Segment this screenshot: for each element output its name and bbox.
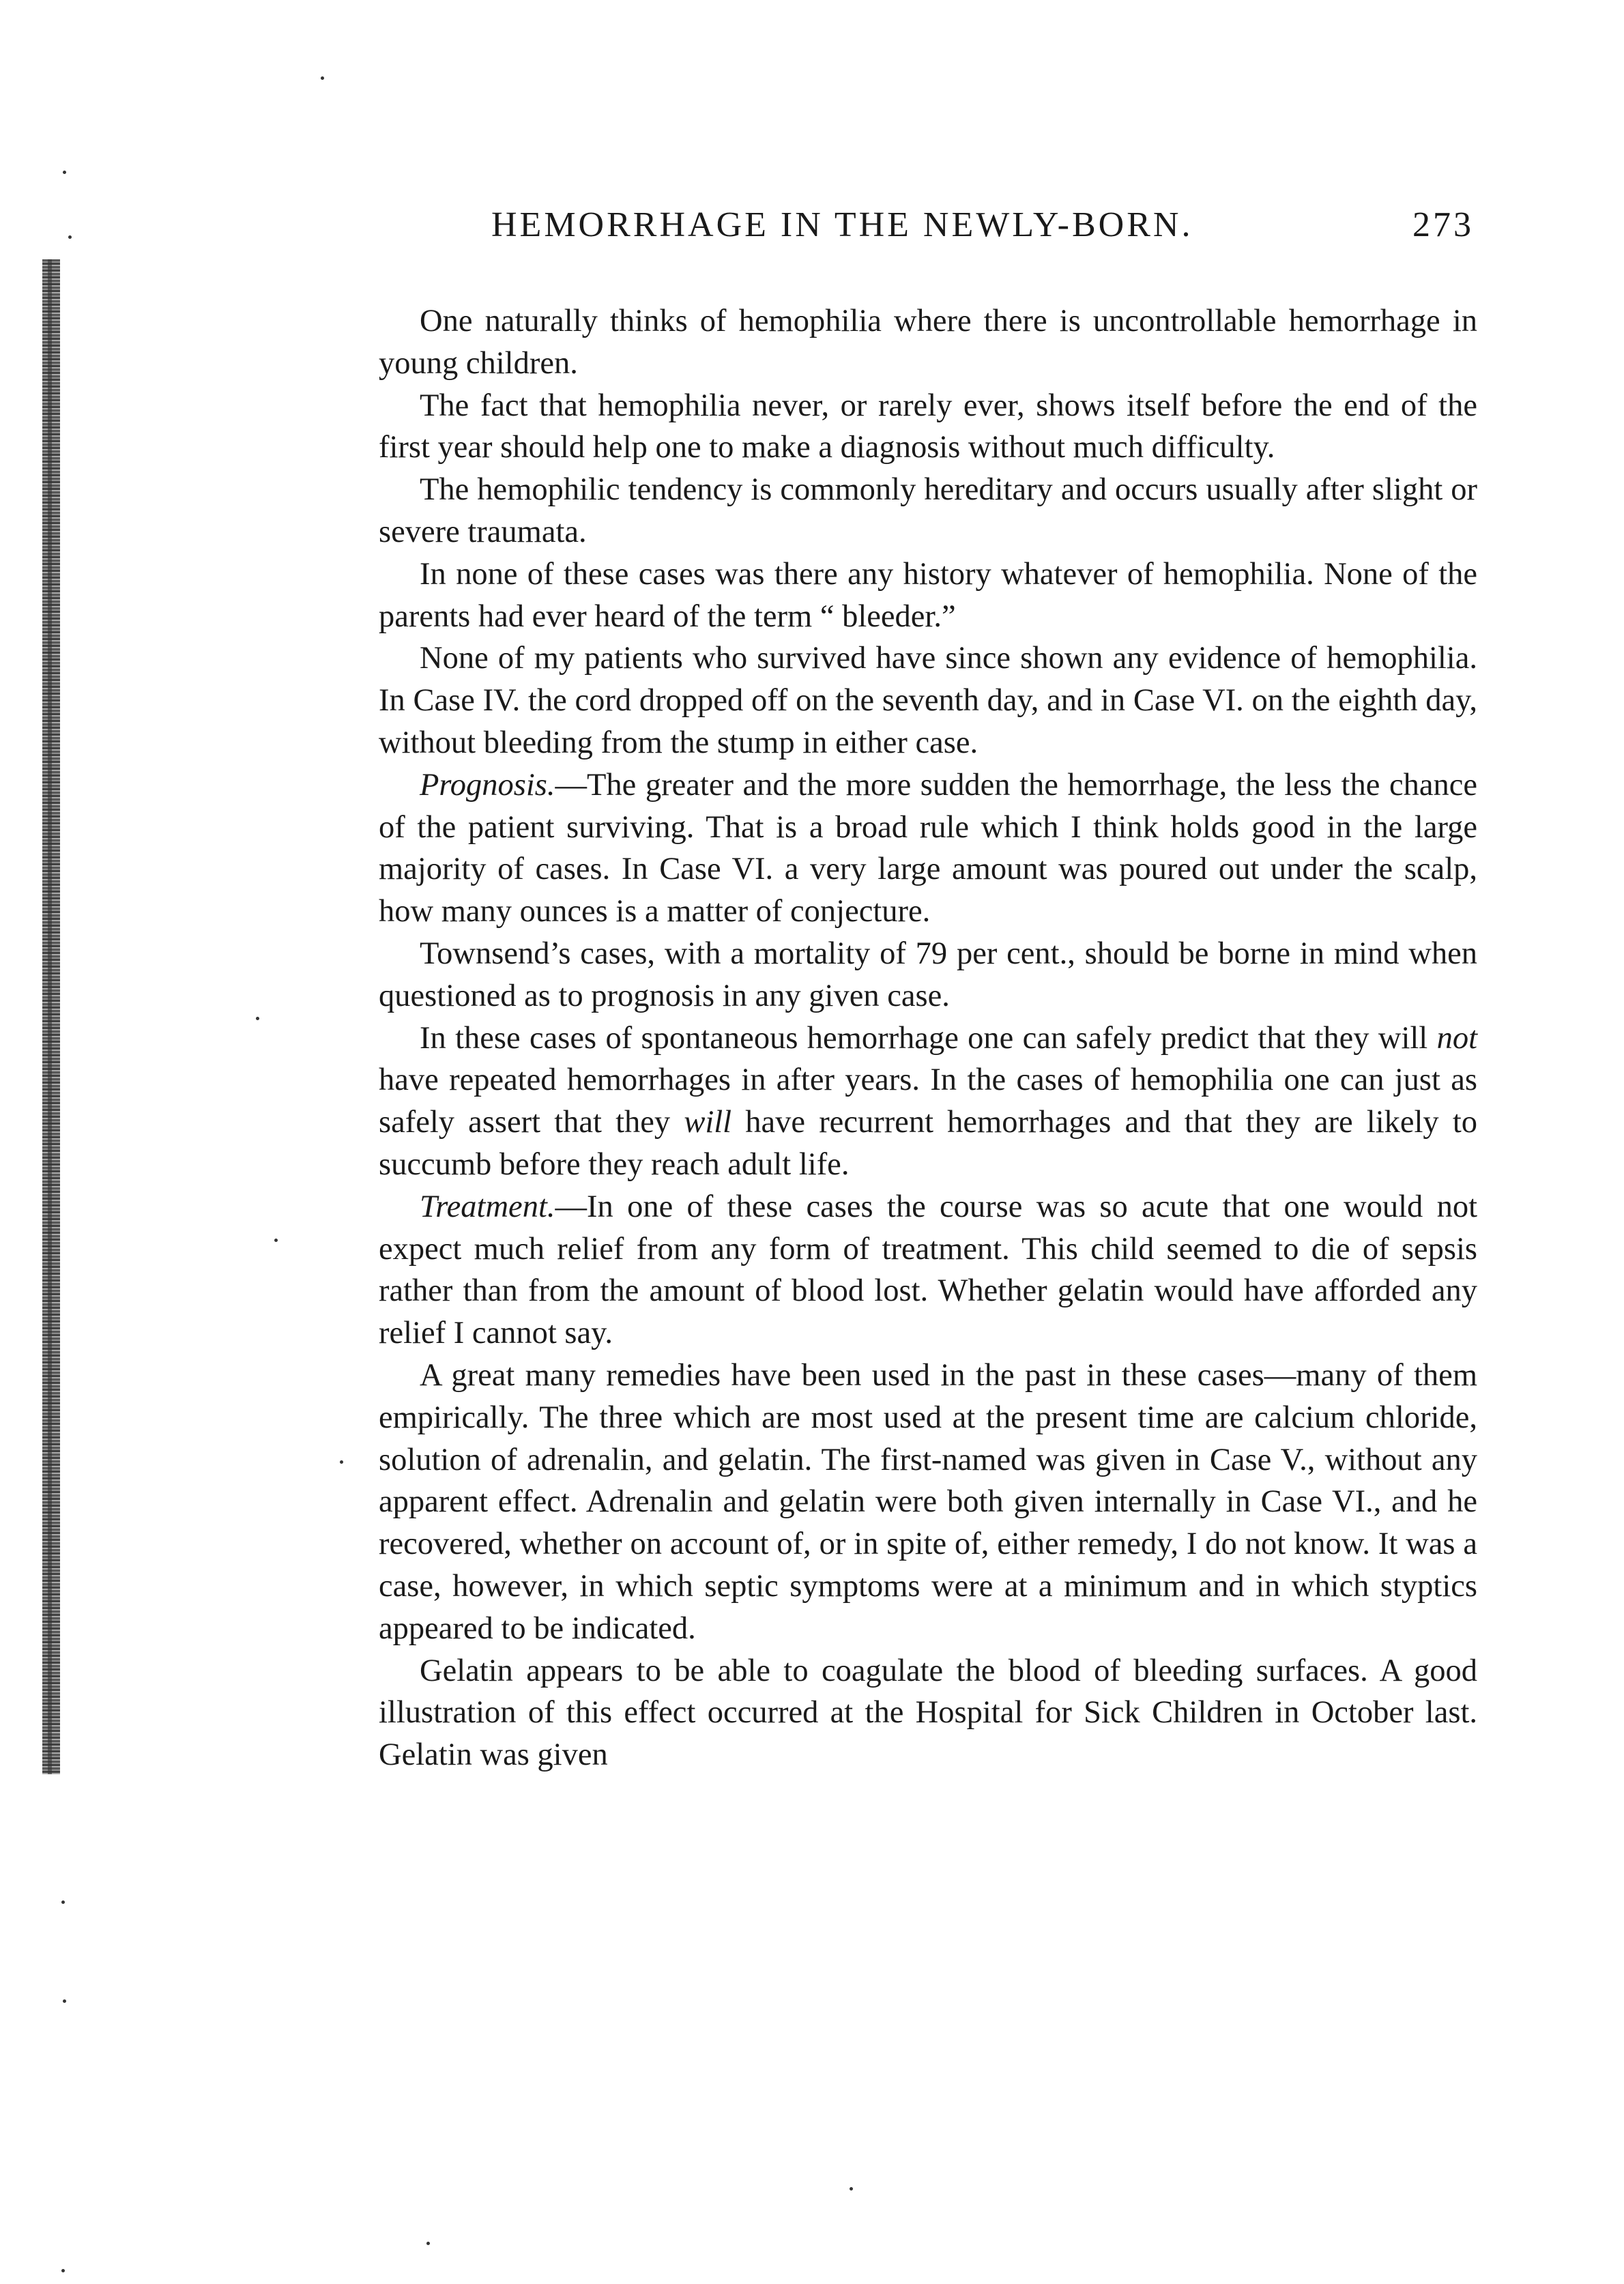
scan-speck: [61, 1900, 65, 1904]
scan-speck: [321, 76, 324, 80]
paragraph: Gelatin appears to be able to coagulate the blood of bleeding surfaces. A good illustration of this effect occurred at the Hospital for Sick Children in October last. Gelatin was given: [379, 1653, 1477, 1773]
paragraph-prognosis: Prognosis.—The greater and the more sudden the hemorrhage, the less the chance of the patient surviving. That is a broad rule which I think holds good in the large majority of cases. In Case VI. a very large amount was poured out under the scalp, how many ounces is a matter of conjecture.: [379, 767, 1477, 929]
page-number: 273: [1412, 205, 1474, 244]
paragraph: Townsend’s cases, with a mortality of 79 per cent., should be borne in mind when questioned as to prognosis in any given case.: [379, 936, 1477, 1013]
section-heading-prognosis: Prognosis.: [420, 767, 555, 803]
paragraph: In none of these cases was there any history whatever of hemophilia. None of the parents had ever heard of the term “ bleeder.”: [379, 556, 1477, 634]
paragraph-treatment: Treatment.—In one of these cases the course was so acute that one would not expect much relief from any form of treatment. This child seemed to die of sepsis rather than from the amount of blood lost. Whether gelatin would have afforded any relief I cannot say.: [379, 1189, 1477, 1351]
scan-speck: [274, 1239, 278, 1242]
paragraph: In these cases of spontaneous hemorrhage one can safely predict that they will not have repeated hemorrhages in after years. In the cases of hemophilia one can just as safely assert that they will have recurrent hemorrhages and that they are likely to succumb before they reach adult life.: [379, 1020, 1477, 1182]
running-header: [491, 205, 1474, 245]
scan-speck: [63, 1999, 66, 2003]
paragraph: None of my patients who survived have since shown any evidence of hemophilia. In Case IV. the cord dropped off on the seventh day, and in Case VI. on the eighth day, without bleeding from the stump in either case.: [379, 641, 1477, 760]
paragraph: A great many remedies have been used in the past in these cases—many of them empirically. The three which are most used at the present time are calcium chloride, solution of adrenalin, and gelatin. The first-named was given in Case V., without any apparent effect. Adrenalin and gelatin were both given internally in Case VI., and he recovered, whether on account of, or in spite of, either remedy, I do not know. It was a case, however, in which septic symptoms were at a minimum and in which styptics appeared to be indicated.: [379, 1357, 1477, 1646]
scan-speck: [426, 2242, 430, 2245]
binding-edge: [42, 259, 60, 1774]
body-text: [379, 300, 1477, 1776]
running-title: HEMORRHAGE IN THE NEWLY-BORN.: [491, 205, 1193, 244]
scan-speck: [68, 235, 72, 239]
scan-speck: [61, 2269, 65, 2272]
paragraph: The fact that hemophilia never, or rarely ever, shows itself before the end of the first year should help one to make a diagnosis without much difficulty.: [379, 388, 1477, 465]
section-heading-treatment: Treatment.: [420, 1189, 555, 1224]
scan-speck: [850, 2187, 853, 2191]
paragraph: The hemophilic tendency is commonly hereditary and occurs usually after slight or severe traumata.: [379, 472, 1477, 549]
paragraph: One naturally thinks of hemophilia where there is uncontrollable hemorrhage in young children.: [379, 304, 1477, 381]
scan-speck: [340, 1460, 343, 1464]
scan-speck: [256, 1017, 259, 1020]
scan-speck: [63, 171, 66, 174]
